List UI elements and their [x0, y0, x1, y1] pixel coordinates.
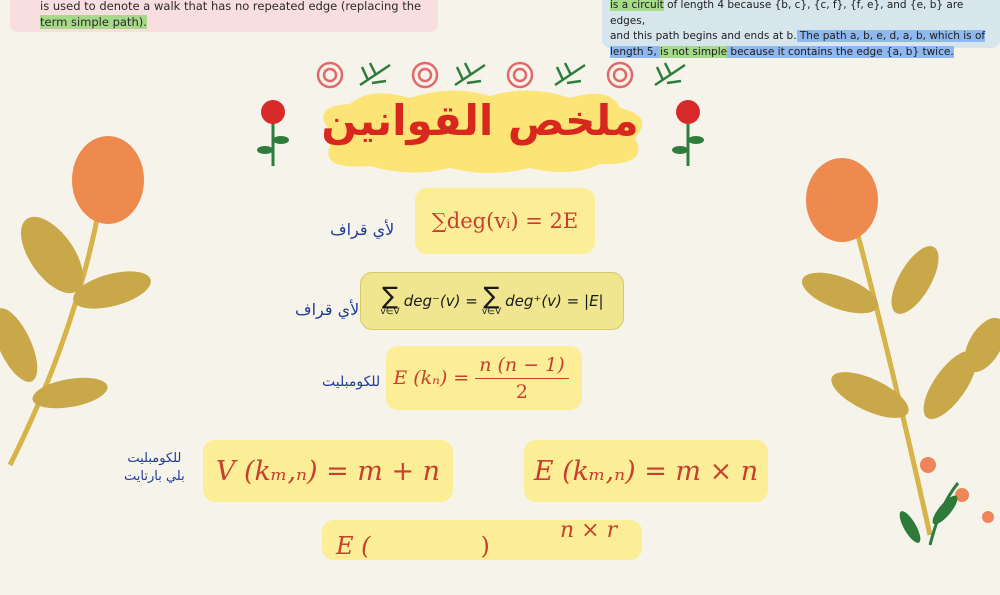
right-flower-decoration — [800, 155, 1000, 555]
formula-partial-numerator: n × r — [560, 518, 618, 543]
note-right-line-1: of length 4 because {b, c}, {c, f}, {f, e}, and {e, b} are edges, — [610, 0, 964, 27]
note-line-1: is used to denote a walk that has no repeated edge (replacing the — [40, 0, 422, 13]
formula-bipartite-vertices-text: V (kₘ,ₙ) = m + n — [215, 455, 441, 487]
page-title: ملخص القوانين — [321, 96, 639, 145]
formula-bipartite-edges-text: E (kₘ,ₙ) = m × n — [533, 455, 759, 487]
note-complete: للكومبليت — [322, 374, 381, 390]
note-right-line-3b: because it contains the edge {a, b} twice. — [727, 45, 954, 58]
sum-index-1: v∈V — [380, 307, 400, 317]
formula-directed-right: deg⁺(v) = |E| — [505, 292, 604, 310]
note-highlight-not-simple: is not simple — [660, 45, 728, 58]
note-right-line-3a: length 5, — [610, 45, 661, 58]
rose-left-icon — [253, 98, 293, 168]
note-complete-bipartite-2: بلي بارتايت — [124, 469, 185, 484]
formula-directed-degree: ∑ v∈V deg⁻(v) = ∑ v∈V deg⁺(v) = |E| — [360, 272, 624, 330]
formula-partial-mid: ) — [480, 532, 490, 560]
note-line-2: term simple path). — [40, 15, 147, 29]
top-left-note — [10, 0, 438, 32]
formula-bipartite-edges — [524, 440, 768, 502]
note-highlight-circuit: is a circuit — [610, 0, 664, 11]
formula-partial-lhs: E ( — [336, 532, 371, 560]
rose-right-icon — [668, 98, 708, 168]
note-complete-bipartite — [124, 450, 185, 486]
formula-handshake — [415, 188, 595, 254]
note-complete-bipartite-1: للكومبليت — [127, 451, 182, 466]
sum-index-2: v∈V — [481, 307, 502, 317]
formula-complete-lhs: E (kₙ) = — [393, 367, 470, 389]
formula-bipartite-vertices — [203, 440, 453, 502]
top-right-note — [602, 0, 1000, 58]
formula-handshake-text: ∑deg(vᵢ) = 2E — [431, 209, 579, 233]
formula-complete-denominator: 2 — [515, 380, 528, 403]
note-right-line-2: and this path begins and ends at b. — [610, 30, 797, 42]
formula-directed-left: deg⁻(v) = — [403, 292, 478, 310]
note-right-line-2b: The path a, b, e, d, a, b, which is of — [796, 30, 986, 42]
note-any-graph-2: لأي قراف — [295, 300, 360, 319]
formula-complete-numerator: n (n − 1) — [475, 354, 568, 379]
note-any-graph-1: لأي قراف — [330, 220, 395, 239]
left-flower-decoration — [0, 135, 170, 595]
formula-complete-graph-edges — [386, 346, 582, 410]
